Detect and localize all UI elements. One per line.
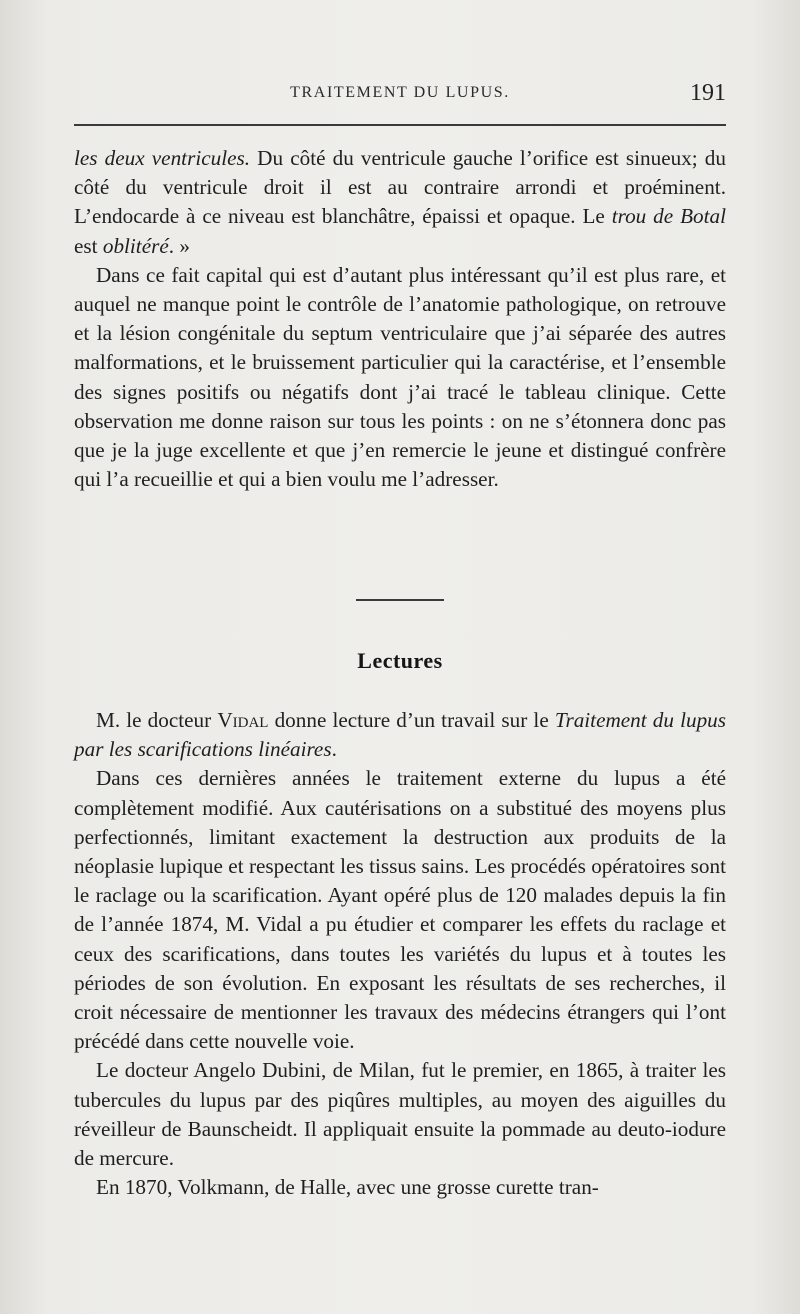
- paragraph-continuation-italic-1: les deux ventricules.: [74, 146, 251, 170]
- section-divider: [356, 599, 444, 601]
- paragraph-continuation-text-2: Du côté du ventricule gauche l’orifice est sinueux; du côté du ventricule droit il est au contraire arrondi et proéminent. L’endocarde à ce niveau est blanchâtre, épaissi et opaque. Le: [74, 146, 726, 229]
- section-title: Lectures: [357, 648, 443, 673]
- paragraph-volkmann: En 1870, Volkmann, de Halle, avec une grosse curette tran-: [96, 1175, 599, 1200]
- paragraph-treatment: Dans ces dernières années le traitement externe du lupus a été complètement modifié. Aux cautérisations on a substitué des moyens plus perfectionnés, limitant exactement la destruction aux produits de la néoplasie lupique et respectant les tissus sains. Les procédés opératoires sont le raclage ou la scarification. Ayant opéré plus de 120 malades depuis la fin de l’année 1874, M. Vidal a pu étudier et comparer les effets du raclage et ceux des scarifications, dans toutes les variétés du lupus et à toutes les périodes de son évolution. En exposant les résultats de ses recherches, il croit nécessaire de mentionner les travaux des médecins étrangers qui l’ont précédé dans cette nouvelle voie.: [74, 766, 726, 1054]
- page-number: 191: [690, 80, 726, 106]
- paragraph-observation: Dans ce fait capital qui est d’autant plus intéressant qu’il est plus rare, et auquel ne manque point le contrôle de l’anatomie pathologique, on retrouve et la lésion congénitale du septum ventriculaire que j’ai séparée des autres malformations, et le bruissement particulier qui la caractérise, et l’ensemble des signes positifs ou négatifs dont j’ai tracé le tableau clinique. Cette observation me donne raison sur tous les points : on ne s’étonnera donc pas que je la juge excellente et que j’en remercie le jeune et distingué confrère qui l’a recueillie et qui a bien voulu me l’adresser.: [74, 262, 726, 492]
- paragraph-lecture-intro: [74, 706, 726, 764]
- text-block-lectures: [74, 706, 726, 1202]
- lecture-author-name: Vidal: [217, 708, 269, 732]
- text-block-top: [74, 144, 726, 494]
- paragraph-continuation-italic-3: trou de Botal: [611, 204, 726, 229]
- paragraph-continuation-italic-5: oblitéré: [102, 233, 169, 258]
- lecture-intro-text-3: donne lecture d’un travail sur le: [268, 708, 555, 732]
- running-title: TRAITEMENT DU LUPUS.: [290, 84, 510, 101]
- paragraph-continuation-text-6: . »: [168, 233, 190, 258]
- header-rule: [74, 124, 726, 126]
- paragraph-dubini: Le docteur Angelo Dubini, de Milan, fut le premier, en 1865, à traiter les tubercules du lupus par des piqûres multiples, au moyen des aiguilles du réveilleur de Baunscheidt. Il appliquait ensuite la pommade au deuto-iodure de mercure.: [74, 1058, 726, 1171]
- paragraph-continuation-text-4: est: [74, 233, 103, 258]
- page-header: [74, 80, 726, 112]
- lecture-intro-text-1: M. le docteur: [96, 708, 218, 732]
- lecture-title-italic: Traitement du lupus par les scarifications linéaires: [74, 708, 726, 762]
- lecture-intro-text-5: .: [331, 737, 337, 762]
- paragraph-continuation: [74, 144, 726, 261]
